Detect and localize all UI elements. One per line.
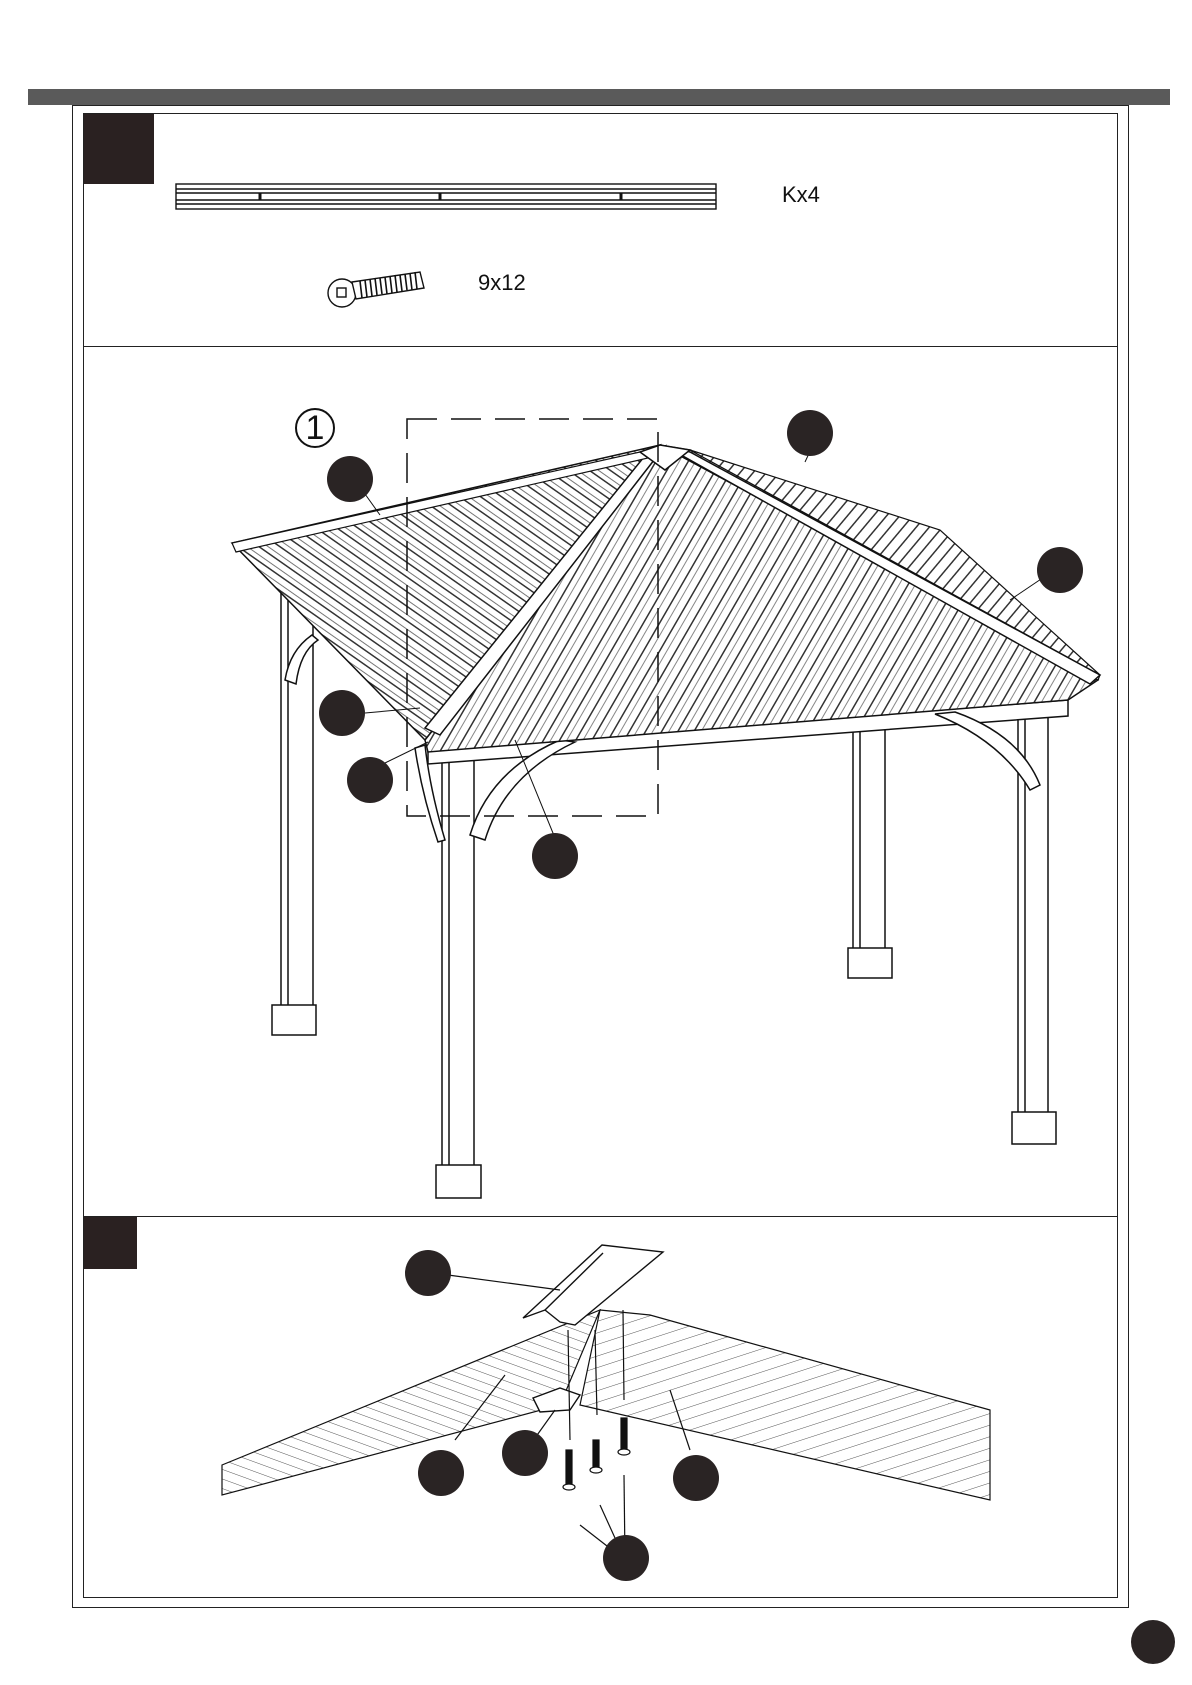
bolt-quantity-label: 9x12 bbox=[478, 270, 526, 295]
detail-screws bbox=[563, 1418, 630, 1490]
rail-quantity-label: Kx4 bbox=[782, 182, 820, 207]
callout-bubble bbox=[405, 1250, 451, 1296]
view-marker: 1 bbox=[295, 408, 335, 448]
page-number-badge bbox=[1131, 1620, 1175, 1664]
callout-bubble bbox=[673, 1455, 719, 1501]
callout-bubble bbox=[603, 1535, 649, 1581]
callout-bubble bbox=[418, 1450, 464, 1496]
detail-roof-right bbox=[580, 1310, 990, 1500]
callout-bubble bbox=[502, 1430, 548, 1476]
